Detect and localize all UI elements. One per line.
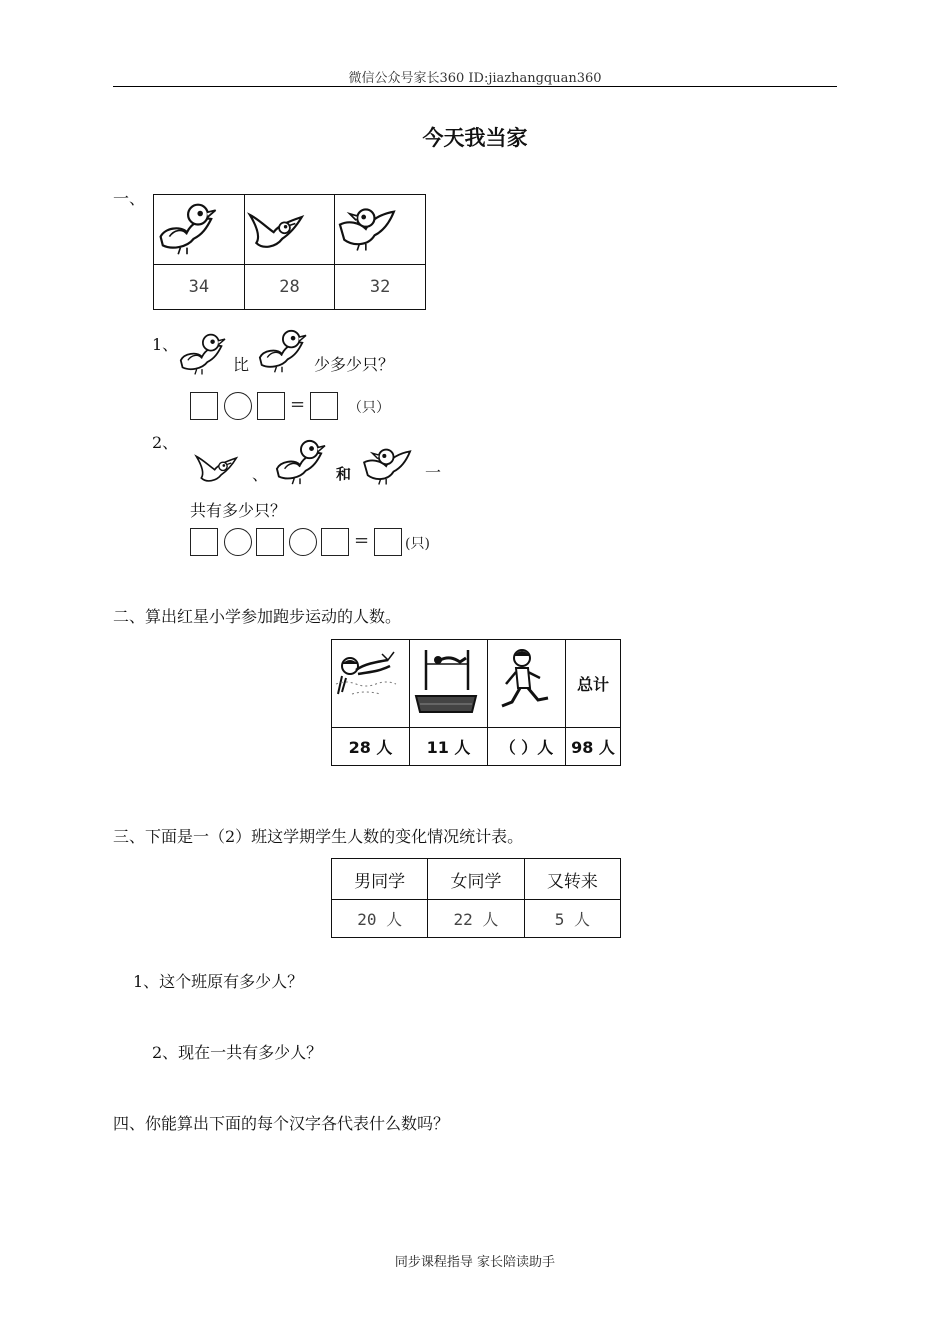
- q2-separator: 、: [252, 465, 269, 484]
- bird-count-table: [153, 194, 426, 310]
- running-cell: [488, 640, 566, 728]
- header-divider: [113, 86, 837, 87]
- bird-icon: [270, 438, 330, 488]
- page-header: 微信公众号家长360 ID:jiazhangquan360: [348, 71, 602, 86]
- equals-sign: =: [354, 530, 370, 551]
- unit-label: （只）: [348, 400, 390, 416]
- answer-box[interactable]: [374, 528, 402, 556]
- section3-question-2: 2、现在一共有多少人？: [152, 1043, 323, 1062]
- bird-count-value: 32: [335, 265, 426, 310]
- table-cell: 20 人: [332, 900, 428, 938]
- answer-box[interactable]: [321, 528, 349, 556]
- unit-label: (只): [405, 536, 430, 552]
- high-jump-icon: [410, 644, 482, 724]
- bird-icon: [358, 444, 418, 490]
- bird-cell-3: [335, 195, 426, 265]
- bird-icon: [172, 332, 232, 378]
- table-header: 又转来: [524, 859, 620, 900]
- q2-dash: 一: [425, 463, 442, 482]
- section4-label: 四、你能算出下面的每个汉字各代表什么数吗？: [113, 1114, 450, 1133]
- class-size-table: [331, 858, 621, 938]
- equals-sign: =: [290, 394, 306, 415]
- count-value: 28 人: [332, 728, 410, 766]
- bird-cell-2: [244, 195, 335, 265]
- table-header: 女同学: [428, 859, 524, 900]
- table-cell: 22 人: [428, 900, 524, 938]
- q2-question: 共有多少只？: [190, 501, 287, 520]
- section3-label: 三、下面是一（2）班这学期学生人数的变化情况统计表。: [113, 827, 524, 846]
- q1-word-bi: 比: [233, 355, 250, 374]
- page-title: 今天我当家: [422, 125, 528, 150]
- swimmer-icon: [332, 644, 404, 724]
- section3-question-1: 1、这个班原有多少人？: [133, 972, 304, 991]
- total-header: 总计: [566, 640, 621, 728]
- operator-circle[interactable]: [224, 528, 252, 556]
- bird-icon: [335, 203, 401, 257]
- answer-box[interactable]: [190, 528, 218, 556]
- table-cell: 5 人: [524, 900, 620, 938]
- bird-icon: [245, 204, 311, 256]
- bird-icon: [188, 448, 248, 488]
- q2-number: 2、: [152, 433, 179, 452]
- bird-icon: [252, 328, 312, 376]
- page-footer: 同步课程指导 家长陪读助手: [394, 1255, 556, 1270]
- bird-icon: [154, 201, 220, 259]
- answer-box[interactable]: [256, 528, 284, 556]
- section2-label: 二、算出红星小学参加跑步运动的人数。: [113, 607, 402, 626]
- q1-question: 少多少只？: [314, 355, 395, 374]
- q2-word-he: 和: [336, 465, 352, 483]
- count-value: 11 人: [410, 728, 488, 766]
- operator-circle[interactable]: [224, 392, 252, 420]
- swimming-cell: [332, 640, 410, 728]
- answer-box[interactable]: [190, 392, 218, 420]
- count-blank-value: （ ）人: [488, 728, 566, 766]
- answer-box[interactable]: [257, 392, 285, 420]
- q1-number: 1、: [152, 335, 179, 354]
- sports-table: [331, 639, 621, 766]
- runner-icon: [488, 644, 560, 724]
- table-header: 男同学: [332, 859, 428, 900]
- high-jump-cell: [410, 640, 488, 728]
- operator-circle[interactable]: [289, 528, 317, 556]
- answer-box[interactable]: [310, 392, 338, 420]
- section1-label: 一、: [113, 189, 146, 208]
- bird-count-value: 28: [244, 265, 335, 310]
- bird-count-value: 34: [154, 265, 245, 310]
- bird-cell-1: [154, 195, 245, 265]
- total-value: 98 人: [566, 728, 621, 766]
